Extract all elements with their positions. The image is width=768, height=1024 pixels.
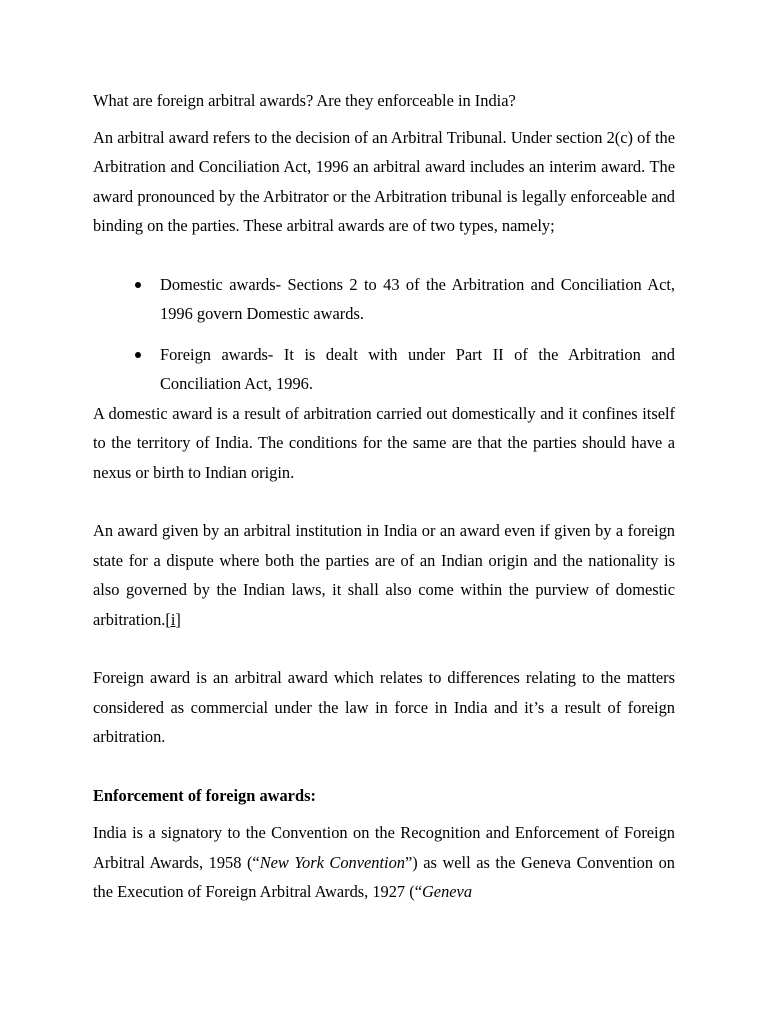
award-types-list bbox=[93, 270, 675, 399]
footnote-link[interactable]: [i] bbox=[165, 609, 181, 629]
list-item bbox=[93, 340, 675, 399]
list-item-text: Domestic awards- Sections 2 to 43 of the Arbitration and Conciliation Act, 1996 govern Domestic awards. bbox=[160, 274, 675, 323]
geneva-term: Geneva bbox=[421, 882, 473, 901]
foreign-award-paragraph: Foreign award is an arbitral award which relates to differences relating to the matters considered as commercial under the law in force in India and it’s a result of foreign arbitration. bbox=[93, 668, 675, 746]
enforcement-text-2: ”) as well as the Geneva Convention on the Execution of Foreign Arbitral Awards, 1927 (“ bbox=[93, 852, 675, 901]
bullet-icon bbox=[135, 352, 141, 358]
intro-paragraph: An arbitral award refers to the decision of an Arbitral Tribunal. Under section 2(c) of the Arbitration and Conciliation Act, 1996 an arbitral award includes an interim award. The award pronounced by the Arbitrator or the Arbitration tribunal is legally enforceable and binding on the parties. These arbitral awards are of two types, namely; bbox=[93, 127, 675, 235]
list-item bbox=[93, 270, 675, 329]
domestic-award-paragraph: A domestic award is a result of arbitration carried out domestically and it confines itself to the territory of India. The conditions for the same are that the parties should have a nexus or birth to Indian origin. bbox=[93, 403, 675, 482]
institution-text: An award given by an arbitral institution in India or an award even if given by a foreign state for a dispute where both the parties are of an Indian origin and the nationality is also governed by the Indian laws, it shall also come within the purview of domestic arbitration. bbox=[93, 521, 675, 629]
institution-paragraph bbox=[93, 516, 675, 634]
bullet-icon bbox=[135, 282, 141, 288]
new-york-convention-term: New York Convention bbox=[259, 852, 405, 872]
document-page bbox=[93, 86, 675, 907]
enforcement-text-1: India is a signatory to the Convention on the Recognition and Enforcement of Foreign Arbitral Awards, 1958 (“ bbox=[93, 823, 675, 872]
section-heading: Enforcement of foreign awards: bbox=[93, 785, 316, 805]
enforcement-paragraph bbox=[93, 818, 675, 907]
list-item-text: Foreign awards- It is dealt with under Part II of the Arbitration and Conciliation Act, 1996. bbox=[160, 344, 675, 393]
question-line: What are foreign arbitral awards? Are they enforceable in India? bbox=[93, 91, 516, 110]
